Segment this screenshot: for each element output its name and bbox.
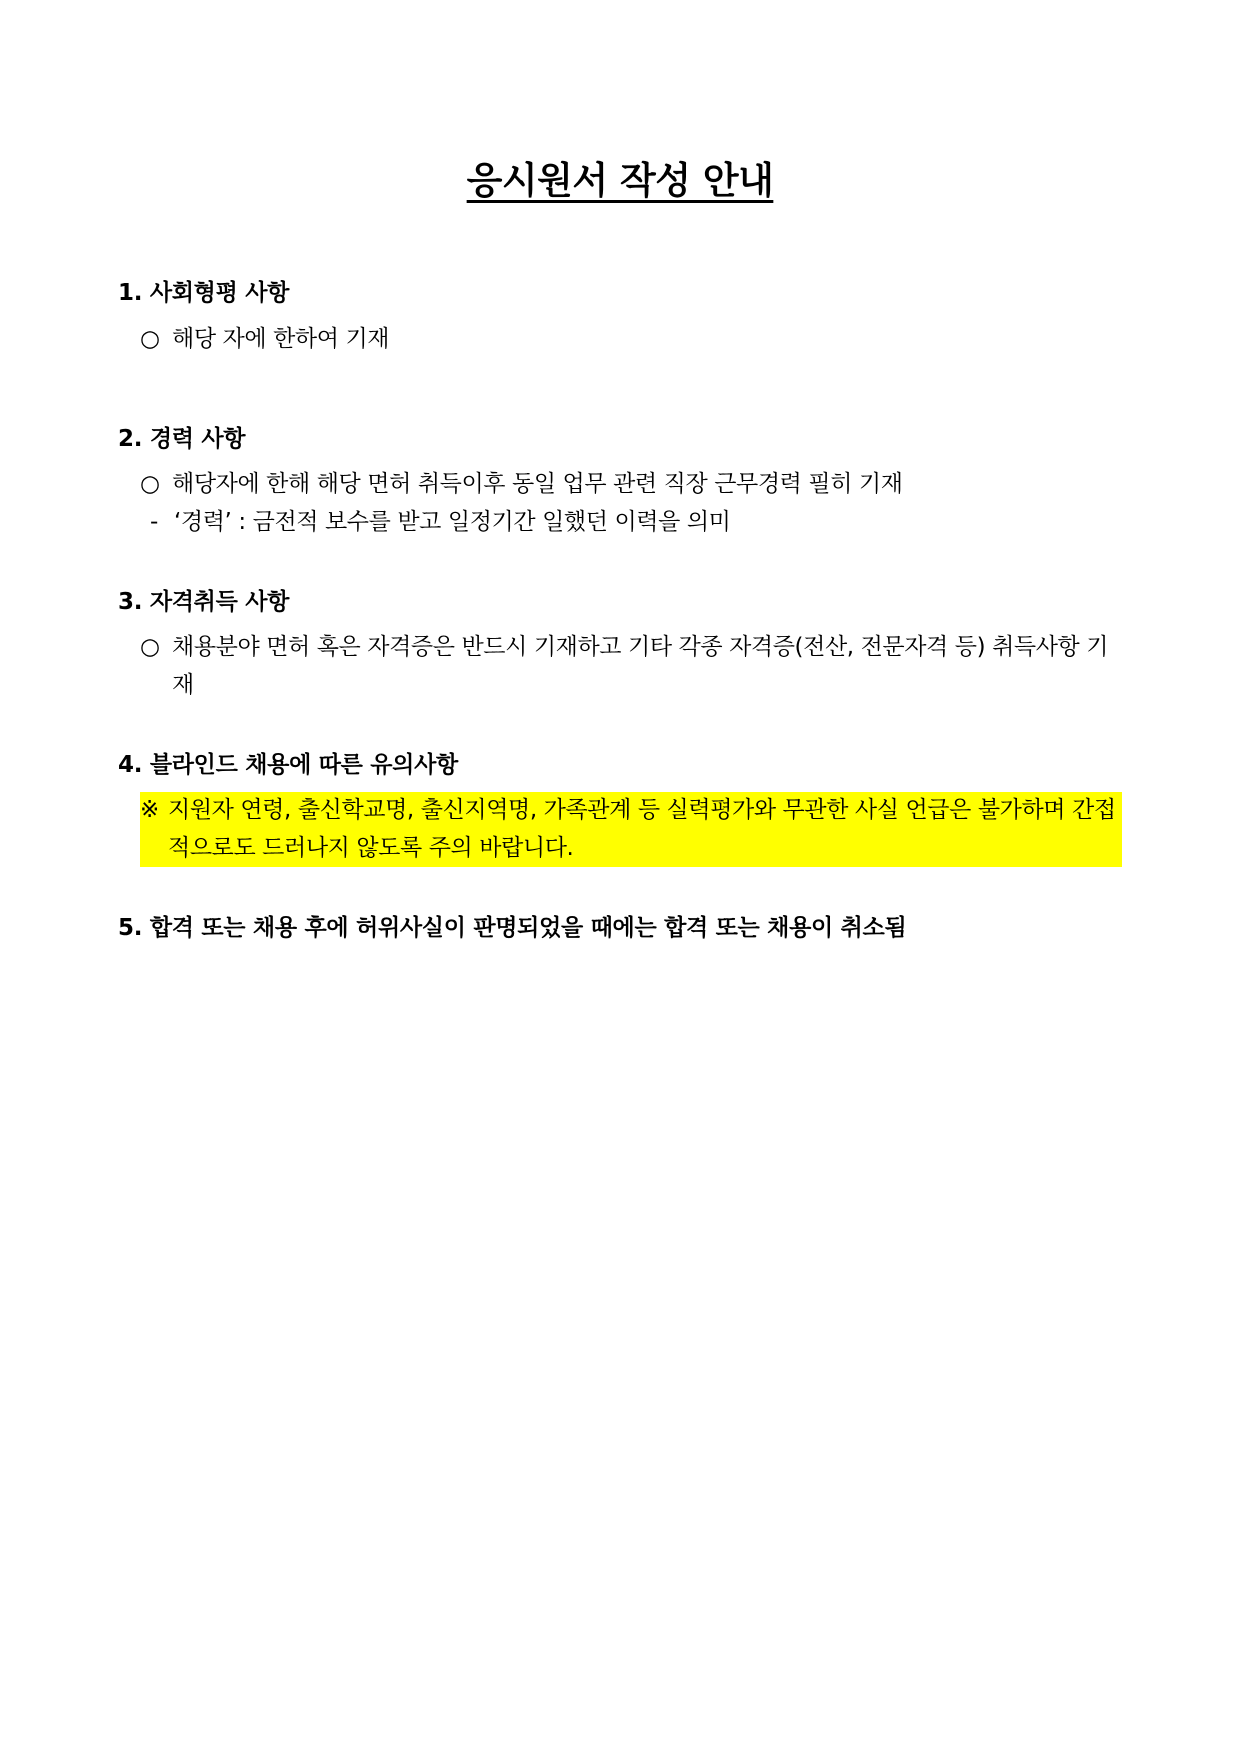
list-item xyxy=(118,321,1122,358)
section-heading: 1. 사회형평 사항 xyxy=(118,280,290,306)
highlighted-notice-text: 지원자 연령, 출신학교명, 출신지역명, 가족관계 등 실력평가와 무관한 사실 언급은 불가하며 간접적으로도 드러나지 않도록 주의 바랍니다. xyxy=(168,792,1122,867)
circle-bullet-icon: ○ xyxy=(140,325,160,352)
highlighted-notice xyxy=(118,792,1122,867)
section-false-information xyxy=(118,911,1122,946)
section-social-equity xyxy=(118,276,1122,358)
list-item xyxy=(118,466,1122,503)
list-item-text: 해당 자에 한하여 기재 xyxy=(172,325,390,352)
section-qualification xyxy=(118,585,1122,704)
reference-mark-icon: ※ xyxy=(140,792,168,867)
list-item-text: 해당자에 한해 해당 면허 취득이후 동일 업무 관련 직장 근무경력 필히 기재 xyxy=(172,471,903,498)
section-heading: 5. 합격 또는 채용 후에 허위사실이 판명되었을 때에는 합격 또는 채용이 취소됨 xyxy=(118,914,907,941)
sub-list-item xyxy=(118,504,1122,541)
page-title: 응시원서 작성 안내 xyxy=(466,159,774,202)
section-heading: 4. 블라인드 채용에 따른 유의사항 xyxy=(118,751,458,778)
sub-list-item-text: ‘경력’ : 금전적 보수를 받고 일정기간 일했던 이력을 의미 xyxy=(174,508,731,535)
section-heading: 3. 자격취득 사항 xyxy=(118,588,290,615)
dash-bullet-icon: - xyxy=(150,508,158,535)
section-heading: 2. 경력 사항 xyxy=(118,425,246,452)
list-item xyxy=(118,629,1122,704)
circle-bullet-icon: ○ xyxy=(140,471,160,498)
section-blind-hiring xyxy=(118,748,1122,867)
list-item-text: 채용분야 면허 혹은 자격증은 반드시 기재하고 기타 각종 자격증(전산, 전문자격 등) 취득사항 기재 xyxy=(172,634,1109,698)
circle-bullet-icon: ○ xyxy=(140,634,160,661)
section-career xyxy=(118,422,1122,541)
